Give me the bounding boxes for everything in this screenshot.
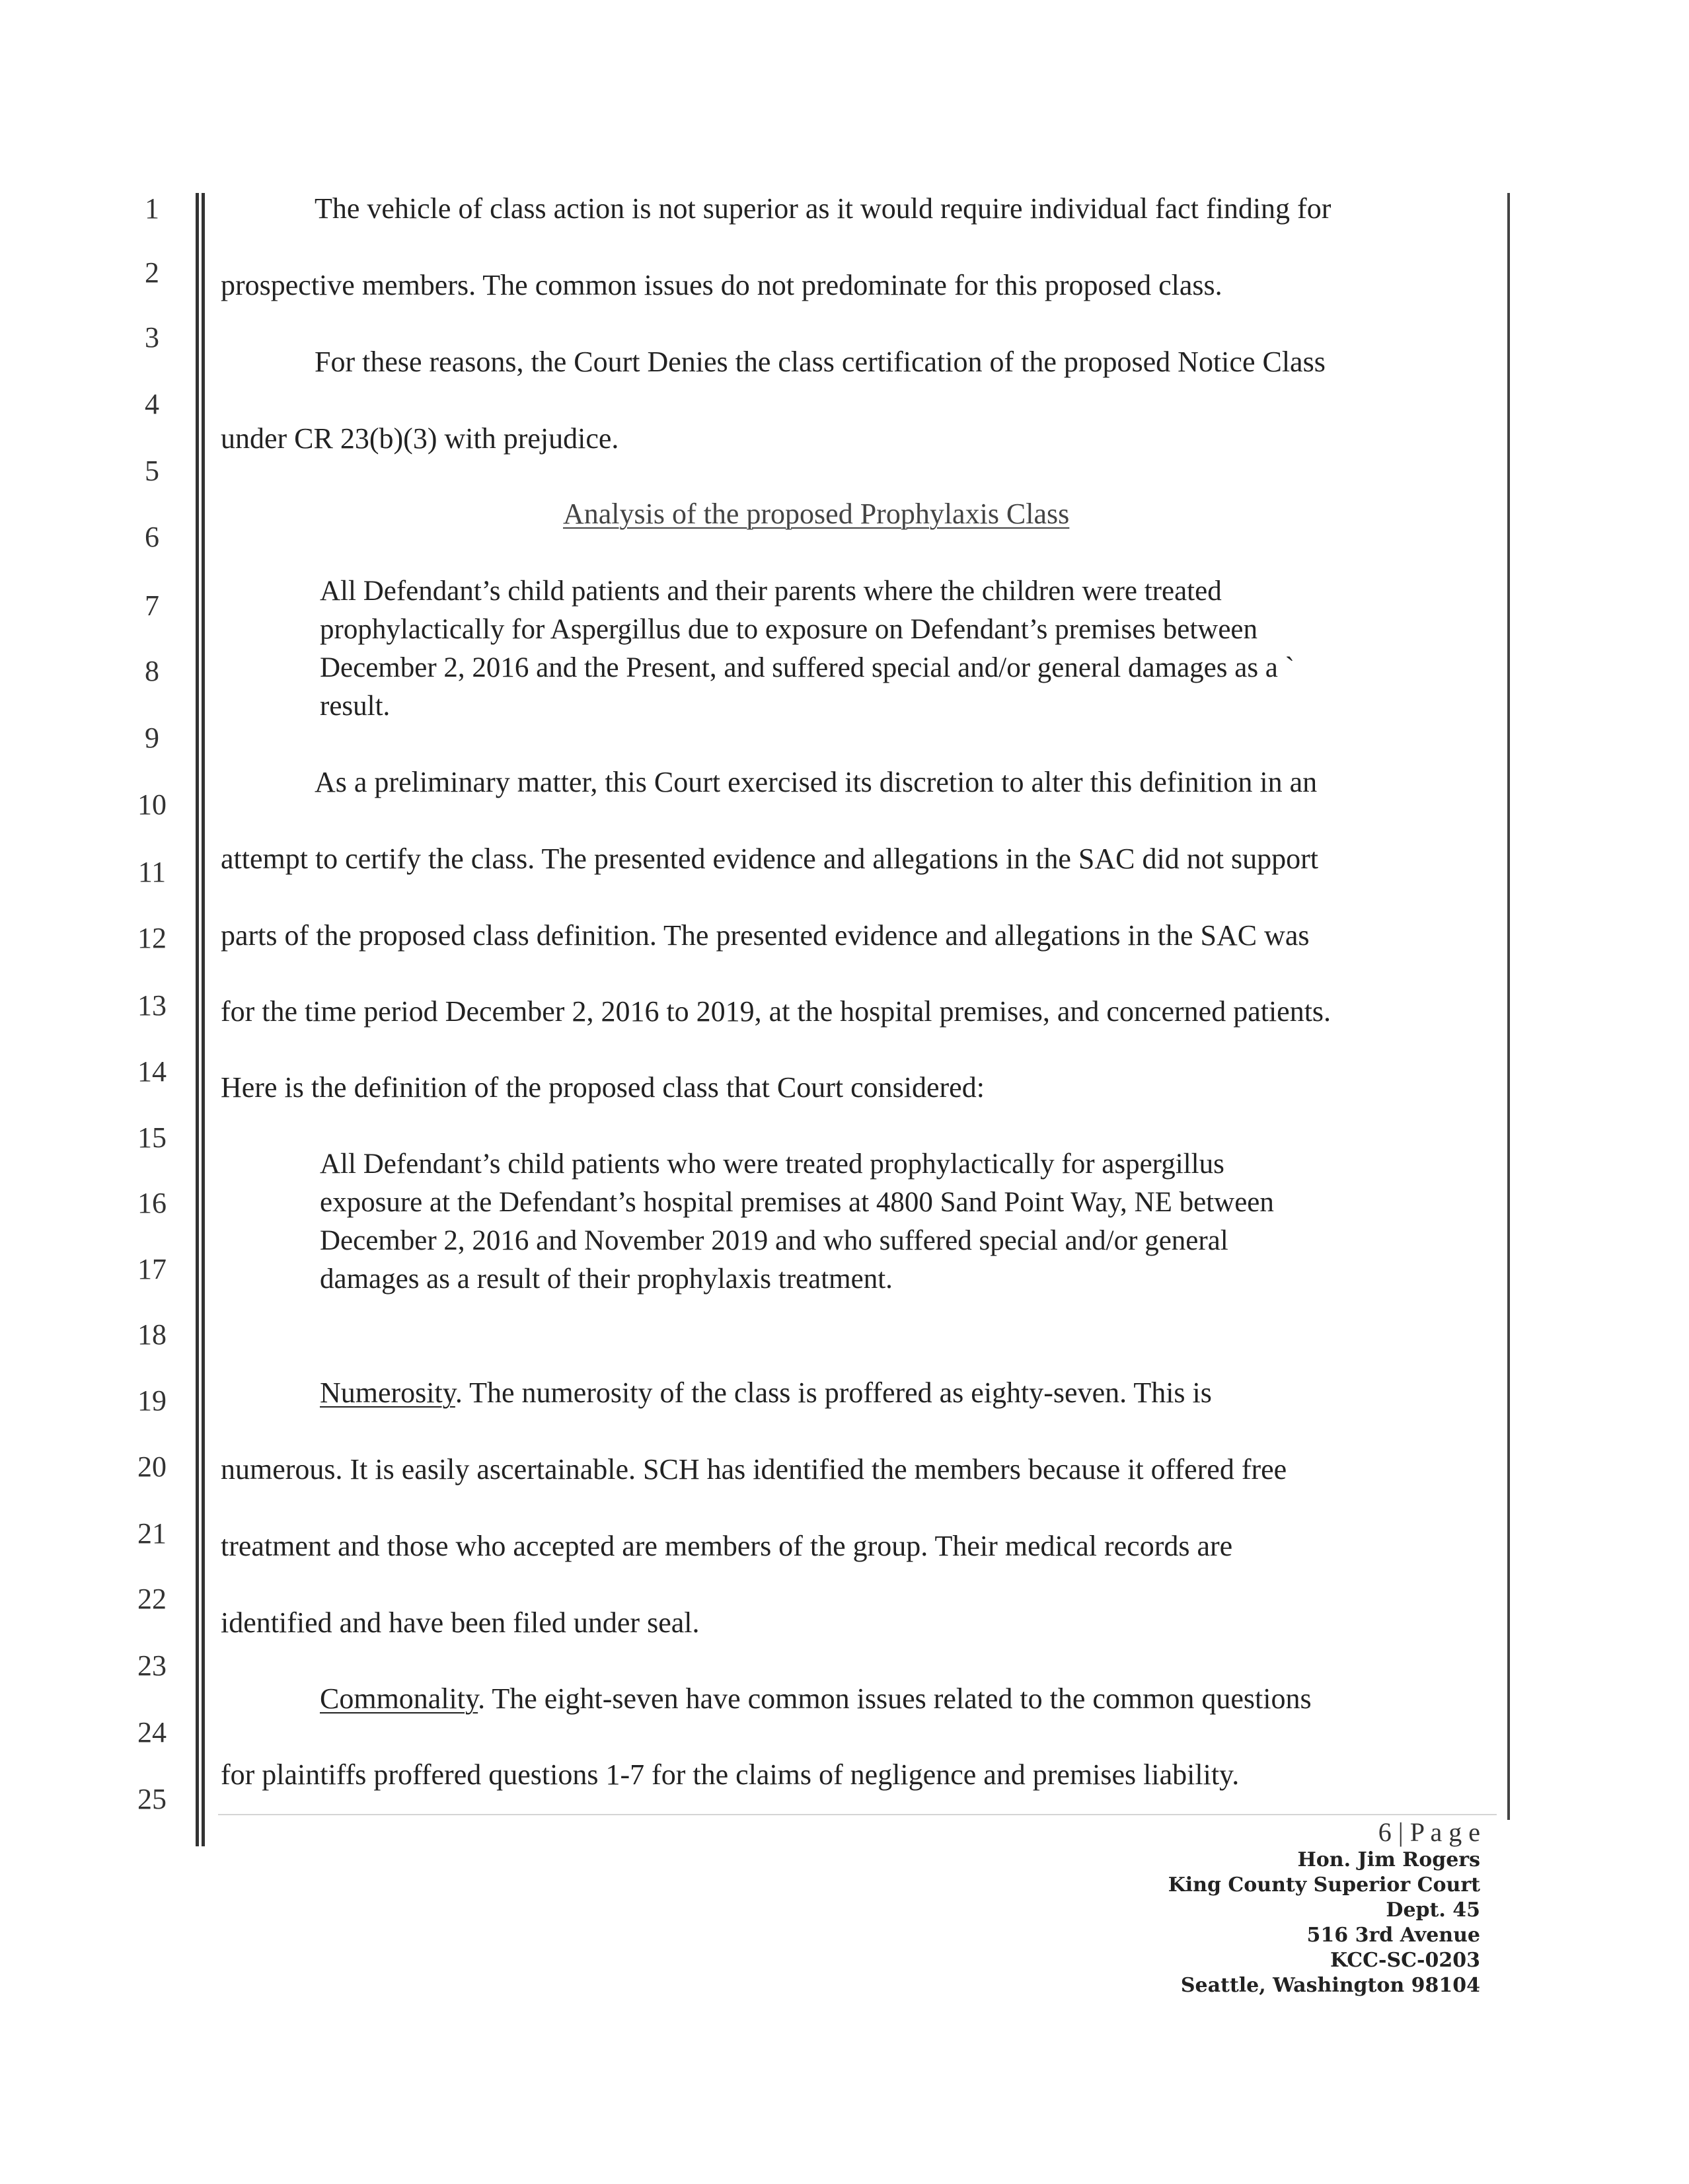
paragraph-line: identified and have been filed under seal.: [221, 1606, 700, 1639]
definition-line: All Defendant’s child patients who were treated prophylactically for aspergillus: [320, 1148, 1224, 1180]
definition-line: result.: [320, 691, 391, 722]
paragraph-line: [320, 1376, 1212, 1410]
paragraph-line: The vehicle of class action is not superior as it would require individual fact finding for: [315, 192, 1332, 225]
paragraph-line: Here is the definition of the proposed class that Court considered:: [221, 1071, 985, 1104]
address-line: Seattle, Washington 98104: [1180, 1974, 1480, 1997]
line-number: 22: [137, 1583, 167, 1615]
line-number: 24: [137, 1716, 167, 1749]
line-number: 7: [145, 589, 159, 622]
definition-line: prophylactically for Aspergillus due to exposure on Defendant’s premises between: [320, 614, 1258, 645]
paragraph-line: parts of the proposed class definition. The presented evidence and allegations in the SAC was: [221, 919, 1310, 952]
paragraph-line: for the time period December 2, 2016 to 2019, at the hospital premises, and concerned patients.: [221, 995, 1332, 1028]
line-number: 15: [137, 1121, 167, 1154]
line-number: 21: [137, 1517, 167, 1550]
paragraph-line: As a preliminary matter, this Court exercised its discretion to alter this definition in an: [315, 766, 1318, 798]
address-line: King County Superior Court: [1168, 1873, 1480, 1897]
definition-line: damages as a result of their prophylaxis treatment.: [320, 1263, 893, 1295]
numerosity-heading: Numerosity: [320, 1376, 455, 1409]
line-number: 8: [145, 655, 159, 687]
paragraph-line: treatment and those who accepted are members of the group. Their medical records are: [221, 1530, 1233, 1562]
line-number: 1: [145, 192, 159, 225]
footer-rule: [218, 1814, 1497, 1815]
address-line: Dept. 45: [1386, 1899, 1480, 1922]
line-number: 17: [137, 1253, 167, 1285]
left-margin-rule-inner: [202, 193, 205, 1846]
right-margin-rule: [1507, 193, 1510, 1820]
judge-address-block: [1168, 1848, 1480, 1998]
considered-class-definition: [320, 1145, 1274, 1299]
address-line: Hon. Jim Rogers: [1297, 1848, 1480, 1871]
line-number: 2: [145, 256, 159, 289]
section-heading: Analysis of the proposed Prophylaxis Class: [563, 498, 1070, 530]
address-line: 516 3rd Avenue: [1306, 1924, 1480, 1947]
line-number: 25: [137, 1783, 167, 1815]
line-number: 19: [137, 1384, 167, 1417]
left-margin-rule: [196, 193, 199, 1846]
definition-line: December 2, 2016 and the Present, and suffered special and/or general damages as a `: [320, 652, 1295, 683]
paragraph-line: under CR 23(b)(3) with prejudice.: [221, 422, 619, 455]
line-number: 3: [145, 321, 159, 354]
line-number: 11: [137, 856, 167, 888]
proposed-class-definition: [320, 572, 1295, 726]
line-number: 16: [137, 1187, 167, 1219]
address-line: KCC-SC-0203: [1330, 1949, 1480, 1972]
line-number: 12: [137, 922, 167, 954]
line-number: 6: [145, 521, 159, 553]
paragraph-text: . The numerosity of the class is proffered as eighty-seven. This is: [455, 1376, 1212, 1409]
line-number: 4: [145, 388, 159, 420]
line-number: 5: [145, 455, 159, 487]
definition-line: December 2, 2016 and November 2019 and who suffered special and/or general: [320, 1225, 1228, 1256]
line-number: 14: [137, 1055, 167, 1088]
paragraph-line: For these reasons, the Court Denies the class certification of the proposed Notice Class: [315, 346, 1326, 378]
commonality-heading: Commonality: [320, 1682, 478, 1715]
paragraph-text: . The eight-seven have common issues related to the common questions: [478, 1682, 1312, 1715]
page-number: 6 | P a g e: [1378, 1817, 1480, 1847]
line-number: 20: [137, 1450, 167, 1483]
line-number: 10: [137, 788, 167, 821]
definition-line: All Defendant’s child patients and their parents where the children were treated: [320, 576, 1222, 607]
line-number: 18: [137, 1318, 167, 1351]
definition-line: exposure at the Defendant’s hospital premises at 4800 Sand Point Way, NE between: [320, 1187, 1274, 1218]
line-number: 9: [145, 722, 159, 754]
paragraph-line: [320, 1682, 1312, 1716]
paragraph-line: for plaintiffs proffered questions 1-7 for the claims of negligence and premises liability.: [221, 1758, 1240, 1791]
line-number: 13: [137, 989, 167, 1022]
line-number: 23: [137, 1649, 167, 1682]
paragraph-line: attempt to certify the class. The presented evidence and allegations in the SAC did not support: [221, 843, 1318, 875]
paragraph-line: numerous. It is easily ascertainable. SCH has identified the members because it offered free: [221, 1453, 1287, 1486]
paragraph-line: prospective members. The common issues do not predominate for this proposed class.: [221, 269, 1222, 301]
